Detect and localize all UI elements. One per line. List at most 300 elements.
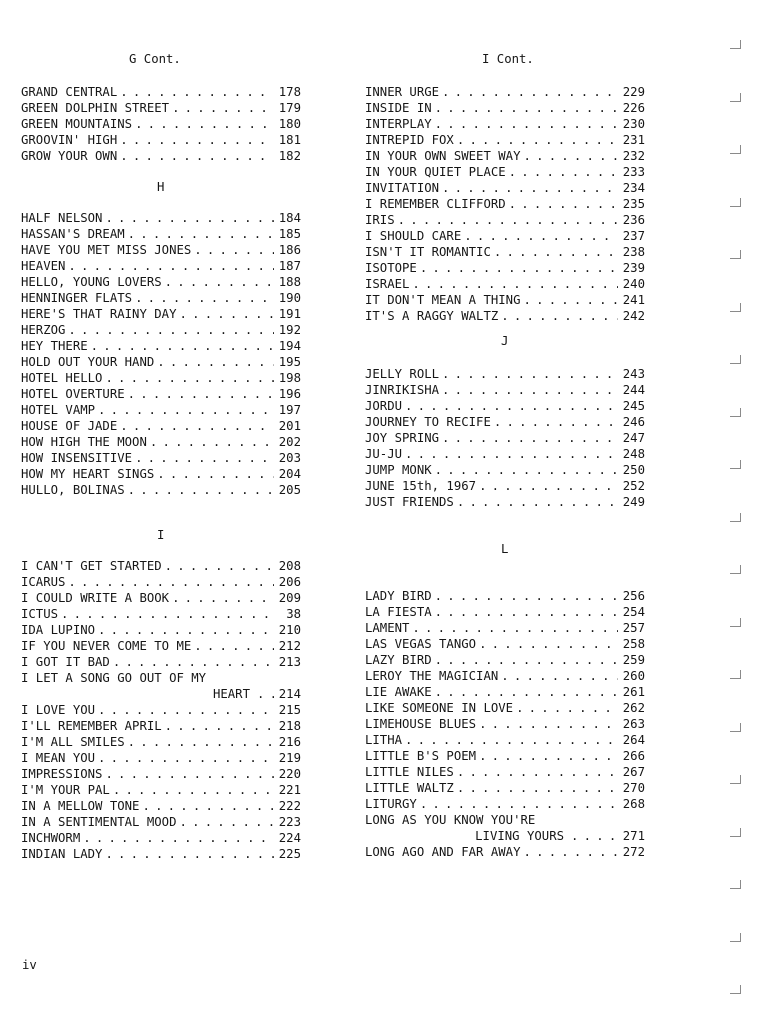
leader-dots xyxy=(520,292,618,308)
entry-title: I'LL REMEMBER APRIL xyxy=(21,719,162,733)
entry-title: IN A MELLOW TONE xyxy=(21,799,140,813)
entry-title: LITTLE B'S POEM xyxy=(365,749,477,763)
entry-page: 209 xyxy=(278,591,301,605)
entry-title: LITHA xyxy=(365,733,403,747)
index-entry[interactable] xyxy=(21,338,301,354)
entry-page: 196 xyxy=(278,387,301,401)
leader-dots xyxy=(254,686,274,702)
leader-dots xyxy=(102,846,274,862)
entry-page: 181 xyxy=(278,133,301,147)
leader-dots xyxy=(132,450,274,466)
index-entry[interactable] xyxy=(21,226,301,242)
entry-page: 214 xyxy=(278,687,301,701)
index-entry[interactable] xyxy=(365,260,645,276)
section-letter: I xyxy=(157,528,165,542)
index-entry[interactable] xyxy=(21,718,301,734)
index-entry[interactable] xyxy=(365,620,645,636)
index-entry[interactable] xyxy=(365,588,645,604)
entry-page: 226 xyxy=(622,101,645,115)
leader-dots xyxy=(513,700,618,716)
leader-dots xyxy=(439,366,618,382)
entry-title: GREEN DOLPHIN STREET xyxy=(21,101,170,115)
entry-title: HOTEL OVERTURE xyxy=(21,387,125,401)
entry-title: HOUSE OF JADE xyxy=(21,419,118,433)
entry-page: 219 xyxy=(278,751,301,765)
entry-page: 240 xyxy=(622,277,645,291)
entry-title: HELLO, YOUNG LOVERS xyxy=(21,275,162,289)
index-entry[interactable] xyxy=(365,366,645,382)
entry-page: 244 xyxy=(622,383,645,397)
index-entry[interactable] xyxy=(365,844,645,860)
entry-title: I'M ALL SMILES xyxy=(21,735,125,749)
index-entry[interactable] xyxy=(21,418,301,434)
index-entry[interactable] xyxy=(21,386,301,402)
leader-dots xyxy=(65,322,274,338)
entry-page: 190 xyxy=(278,291,301,305)
index-entry[interactable] xyxy=(21,482,301,498)
index-entry[interactable] xyxy=(365,180,645,196)
index-entry[interactable] xyxy=(21,654,301,670)
entry-title: HAVE YOU MET MISS JONES xyxy=(21,243,192,257)
index-entry[interactable] xyxy=(21,306,301,322)
index-entry[interactable] xyxy=(365,244,645,260)
index-entry[interactable] xyxy=(21,702,301,718)
binding-holes xyxy=(730,0,746,1024)
entry-title: I LOVE YOU xyxy=(21,703,96,717)
entry-page: 230 xyxy=(622,117,645,131)
entry-title: INTREPID FOX xyxy=(365,133,454,147)
entry-title: ISRAEL xyxy=(365,277,410,291)
leader-dots xyxy=(65,258,274,274)
page-number: iv xyxy=(22,958,37,972)
entry-page: 231 xyxy=(622,133,645,147)
index-entry[interactable] xyxy=(21,558,301,574)
entry-title: HEAVEN xyxy=(21,259,66,273)
binding-hole-mark xyxy=(730,93,741,102)
entry-page: 252 xyxy=(622,479,645,493)
entry-page: 222 xyxy=(278,799,301,813)
index-entry[interactable] xyxy=(365,684,645,700)
index-entry[interactable] xyxy=(21,670,301,686)
entry-page: 271 xyxy=(622,829,645,843)
index-entry[interactable] xyxy=(365,276,645,292)
entry-title: HULLO, BOLINAS xyxy=(21,483,125,497)
leader-dots xyxy=(139,798,274,814)
entry-page: 184 xyxy=(278,211,301,225)
index-entry[interactable] xyxy=(365,446,645,462)
entry-page: 267 xyxy=(622,765,645,779)
leader-dots xyxy=(454,780,618,796)
index-entry[interactable] xyxy=(365,748,645,764)
index-entry[interactable] xyxy=(21,290,301,306)
entry-title: LITTLE WALTZ xyxy=(365,781,454,795)
index-entry[interactable] xyxy=(21,814,301,830)
entry-page: 192 xyxy=(278,323,301,337)
leader-dots xyxy=(80,830,274,846)
binding-hole-mark xyxy=(730,565,741,574)
entry-title: LA FIESTA xyxy=(365,605,432,619)
leader-dots xyxy=(191,638,274,654)
entry-page: 213 xyxy=(278,655,301,669)
entry-title: HOW INSENSITIVE xyxy=(21,451,133,465)
index-entry[interactable] xyxy=(21,766,301,782)
leader-dots xyxy=(461,228,618,244)
leader-dots xyxy=(491,244,618,260)
leader-dots xyxy=(520,148,618,164)
binding-hole-mark xyxy=(730,40,741,49)
leader-dots xyxy=(110,654,274,670)
index-entry[interactable] xyxy=(21,798,301,814)
entry-title: JINRIKISHA xyxy=(365,383,440,397)
index-entry[interactable] xyxy=(365,292,645,308)
entry-title: I MEAN YOU xyxy=(21,751,96,765)
entry-page: 224 xyxy=(278,831,301,845)
entry-title: JORDU xyxy=(365,399,403,413)
leader-dots xyxy=(162,718,274,734)
leader-dots xyxy=(454,494,618,510)
leader-dots xyxy=(169,590,274,606)
index-entry[interactable] xyxy=(365,796,645,812)
binding-hole-mark xyxy=(730,513,741,522)
binding-hole-mark xyxy=(730,670,741,679)
entry-page: 178 xyxy=(278,85,301,99)
leader-dots xyxy=(476,636,618,652)
entry-title: IMPRESSIONS xyxy=(21,767,103,781)
column-header: G Cont. xyxy=(129,52,181,66)
entry-title: LAMENT xyxy=(365,621,410,635)
leader-dots xyxy=(506,164,618,180)
index-entry[interactable] xyxy=(21,322,301,338)
leader-dots xyxy=(454,132,618,148)
leader-dots xyxy=(125,482,274,498)
entry-title: JUST FRIENDS xyxy=(365,495,454,509)
index-entry[interactable] xyxy=(21,466,301,482)
entry-page: 221 xyxy=(278,783,301,797)
entry-page: 204 xyxy=(278,467,301,481)
entry-title: JUNE 15th, 1967 xyxy=(365,479,477,493)
leader-dots xyxy=(491,414,618,430)
leader-dots xyxy=(417,796,618,812)
section-letter: H xyxy=(157,180,165,194)
index-entry[interactable] xyxy=(365,164,645,180)
index-entry[interactable] xyxy=(365,398,645,414)
entry-page: 185 xyxy=(278,227,301,241)
leader-dots xyxy=(176,814,274,830)
leader-dots xyxy=(132,116,274,132)
index-entry[interactable] xyxy=(365,84,645,100)
entry-page: 263 xyxy=(622,717,645,731)
index-entry[interactable] xyxy=(365,116,645,132)
entry-title: HOW HIGH THE MOON xyxy=(21,435,147,449)
leader-dots xyxy=(432,652,618,668)
index-entry[interactable] xyxy=(365,132,645,148)
index-entry[interactable] xyxy=(21,450,301,466)
entry-title-continuation: LIVING YOURS xyxy=(475,829,564,843)
index-entry[interactable] xyxy=(21,242,301,258)
entry-title: IT'S A RAGGY WALTZ xyxy=(365,309,499,323)
index-entry[interactable] xyxy=(21,402,301,418)
index-entry[interactable] xyxy=(365,148,645,164)
binding-hole-mark xyxy=(730,985,741,994)
column-header: I Cont. xyxy=(482,52,534,66)
index-entry[interactable] xyxy=(365,382,645,398)
entry-title: I COULD WRITE A BOOK xyxy=(21,591,170,605)
leader-dots xyxy=(154,466,274,482)
index-entry[interactable] xyxy=(365,636,645,652)
leader-dots xyxy=(102,370,274,386)
leader-dots xyxy=(132,290,274,306)
entry-title: HOLD OUT YOUR HAND xyxy=(21,355,155,369)
index-entry[interactable] xyxy=(21,116,301,132)
leader-dots xyxy=(176,306,274,322)
leader-dots xyxy=(147,434,274,450)
entry-page: 216 xyxy=(278,735,301,749)
entry-title: HEY THERE xyxy=(21,339,88,353)
entry-title: LAS VEGAS TANGO xyxy=(365,637,477,651)
entry-title: INCHWORM xyxy=(21,831,81,845)
leader-dots xyxy=(402,398,618,414)
leader-dots xyxy=(402,446,618,462)
entry-title: IN A SENTIMENTAL MOOD xyxy=(21,815,177,829)
entry-page: 206 xyxy=(278,575,301,589)
entry-page: 260 xyxy=(622,669,645,683)
entry-page: 234 xyxy=(622,181,645,195)
entry-page: 208 xyxy=(278,559,301,573)
entry-title: HASSAN'S DREAM xyxy=(21,227,125,241)
section-letter: J xyxy=(501,334,509,348)
index-entry[interactable] xyxy=(21,100,301,116)
entry-page: 182 xyxy=(278,149,301,163)
entry-title: IT DON'T MEAN A THING xyxy=(365,293,521,307)
entry-title: IN YOUR QUIET PLACE xyxy=(365,165,506,179)
index-entry[interactable] xyxy=(21,132,301,148)
index-entry[interactable] xyxy=(21,274,301,290)
entry-title: HOTEL VAMP xyxy=(21,403,96,417)
binding-hole-mark xyxy=(730,198,741,207)
index-entry[interactable] xyxy=(21,750,301,766)
entry-page: 198 xyxy=(278,371,301,385)
entry-page: 194 xyxy=(278,339,301,353)
entry-page: 195 xyxy=(278,355,301,369)
leader-dots xyxy=(162,558,274,574)
entry-title: ISN'T IT ROMANTIC xyxy=(365,245,491,259)
entry-title: I SHOULD CARE xyxy=(365,229,462,243)
entry-page: 242 xyxy=(622,309,645,323)
index-entry[interactable] xyxy=(365,462,645,478)
entry-page: 229 xyxy=(622,85,645,99)
entry-page: 212 xyxy=(278,639,301,653)
index-entry[interactable] xyxy=(21,622,301,638)
index-entry[interactable] xyxy=(21,638,301,654)
entry-title: INDIAN LADY xyxy=(21,847,103,861)
leader-dots xyxy=(95,622,274,638)
index-entry[interactable] xyxy=(21,590,301,606)
index-entry[interactable] xyxy=(365,812,645,828)
leader-dots xyxy=(95,702,274,718)
entry-title: JU-JU xyxy=(365,447,403,461)
leader-dots xyxy=(95,750,274,766)
entry-page: 247 xyxy=(622,431,645,445)
entry-title: IRIS xyxy=(365,213,395,227)
index-entry[interactable] xyxy=(365,716,645,732)
index-entry-continuation[interactable] xyxy=(365,828,645,844)
entry-page: 179 xyxy=(278,101,301,115)
leader-dots xyxy=(432,100,618,116)
entry-title: LAZY BIRD xyxy=(365,653,432,667)
index-entry[interactable] xyxy=(365,100,645,116)
entry-title: JUMP MONK xyxy=(365,463,432,477)
leader-dots xyxy=(506,196,618,212)
entry-title: INTERPLAY xyxy=(365,117,432,131)
leader-dots xyxy=(476,748,618,764)
entry-page: 180 xyxy=(278,117,301,131)
entry-page: 188 xyxy=(278,275,301,289)
index-entry[interactable] xyxy=(365,652,645,668)
index-entry[interactable] xyxy=(365,780,645,796)
index-entry[interactable] xyxy=(365,196,645,212)
entry-page: 205 xyxy=(278,483,301,497)
index-entry[interactable] xyxy=(21,354,301,370)
index-entry[interactable] xyxy=(21,84,301,100)
entry-title: I LET A SONG GO OUT OF MY xyxy=(21,671,207,685)
leader-dots xyxy=(432,604,618,620)
entry-page: 250 xyxy=(622,463,645,477)
leader-dots xyxy=(169,100,274,116)
leader-dots xyxy=(417,260,618,276)
entry-page: 186 xyxy=(278,243,301,257)
entry-title: HOW MY HEART SINGS xyxy=(21,467,155,481)
leader-dots xyxy=(439,84,618,100)
index-entry[interactable] xyxy=(21,258,301,274)
leader-dots xyxy=(117,84,274,100)
index-entry[interactable] xyxy=(365,494,645,510)
index-entry[interactable] xyxy=(21,782,301,798)
entry-title: INNER URGE xyxy=(365,85,440,99)
entry-title-continuation: HEART xyxy=(212,687,250,701)
binding-hole-mark xyxy=(730,723,741,732)
index-entry-continuation[interactable] xyxy=(21,686,301,702)
entry-title: HENNINGER FLATS xyxy=(21,291,133,305)
entry-title: JOY SPRING xyxy=(365,431,440,445)
leader-dots xyxy=(432,116,618,132)
index-entry[interactable] xyxy=(365,414,645,430)
entry-page: 235 xyxy=(622,197,645,211)
index-entry[interactable] xyxy=(365,668,645,684)
index-entry[interactable] xyxy=(21,370,301,386)
entry-page: 262 xyxy=(622,701,645,715)
entry-title: ICARUS xyxy=(21,575,66,589)
entry-page: 241 xyxy=(622,293,645,307)
index-entry[interactable] xyxy=(21,830,301,846)
index-entry[interactable] xyxy=(365,604,645,620)
index-entry[interactable] xyxy=(21,210,301,226)
entry-page: 245 xyxy=(622,399,645,413)
entry-page: 270 xyxy=(622,781,645,795)
entry-page: 202 xyxy=(278,435,301,449)
entry-page: 191 xyxy=(278,307,301,321)
index-entry[interactable] xyxy=(365,732,645,748)
leader-dots xyxy=(125,734,274,750)
entry-page: 249 xyxy=(622,495,645,509)
entry-page: 254 xyxy=(622,605,645,619)
entry-page: 215 xyxy=(278,703,301,717)
leader-dots xyxy=(125,226,274,242)
entry-page: 266 xyxy=(622,749,645,763)
leader-dots xyxy=(88,338,274,354)
entry-title: I REMEMBER CLIFFORD xyxy=(365,197,506,211)
entry-title: HERE'S THAT RAINY DAY xyxy=(21,307,177,321)
entry-page: 223 xyxy=(278,815,301,829)
index-entry[interactable] xyxy=(365,228,645,244)
entry-title: IN YOUR OWN SWEET WAY xyxy=(365,149,521,163)
entry-title: LADY BIRD xyxy=(365,589,432,603)
leader-dots xyxy=(191,242,274,258)
entry-page: 239 xyxy=(622,261,645,275)
entry-page: 197 xyxy=(278,403,301,417)
index-entry[interactable] xyxy=(21,434,301,450)
leader-dots xyxy=(520,844,618,860)
leader-dots xyxy=(432,588,618,604)
entry-title: GROOVIN' HIGH xyxy=(21,133,118,147)
entry-title: GRAND CENTRAL xyxy=(21,85,118,99)
index-entry[interactable] xyxy=(21,734,301,750)
leader-dots xyxy=(409,276,618,292)
index-entry[interactable] xyxy=(365,212,645,228)
index-entry[interactable] xyxy=(365,308,645,324)
index-entry[interactable] xyxy=(21,606,301,622)
binding-hole-mark xyxy=(730,933,741,942)
leader-dots xyxy=(432,684,618,700)
binding-hole-mark xyxy=(730,460,741,469)
entry-title: JOURNEY TO RECIFE xyxy=(365,415,491,429)
leader-dots xyxy=(154,354,274,370)
entry-page: 256 xyxy=(622,589,645,603)
entry-page: 259 xyxy=(622,653,645,667)
section-letter: L xyxy=(501,542,509,556)
leader-dots xyxy=(110,782,274,798)
leader-dots xyxy=(117,418,274,434)
leader-dots xyxy=(439,382,618,398)
leader-dots xyxy=(498,668,618,684)
index-entry[interactable] xyxy=(21,574,301,590)
leader-dots xyxy=(568,828,618,844)
entry-page: 187 xyxy=(278,259,301,273)
leader-dots xyxy=(95,402,274,418)
index-entry[interactable] xyxy=(365,764,645,780)
index-entry[interactable] xyxy=(365,700,645,716)
leader-dots xyxy=(402,732,618,748)
entry-page: 264 xyxy=(622,733,645,747)
entry-page: 261 xyxy=(622,685,645,699)
entry-title: LITURGY xyxy=(365,797,417,811)
leader-dots xyxy=(439,430,618,446)
entry-title: INVITATION xyxy=(365,181,440,195)
entry-title: LEROY THE MAGICIAN xyxy=(365,669,499,683)
index-entry[interactable] xyxy=(365,478,645,494)
entry-title: GREEN MOUNTAINS xyxy=(21,117,133,131)
binding-hole-mark xyxy=(730,145,741,154)
entry-page: 248 xyxy=(622,447,645,461)
entry-title: IDA LUPINO xyxy=(21,623,96,637)
binding-hole-mark xyxy=(730,355,741,364)
leader-dots xyxy=(125,386,274,402)
entry-page: 257 xyxy=(622,621,645,635)
index-entry[interactable] xyxy=(21,148,301,164)
index-entry[interactable] xyxy=(365,430,645,446)
entry-page: 237 xyxy=(622,229,645,243)
index-entry[interactable] xyxy=(21,846,301,862)
leader-dots xyxy=(498,308,618,324)
